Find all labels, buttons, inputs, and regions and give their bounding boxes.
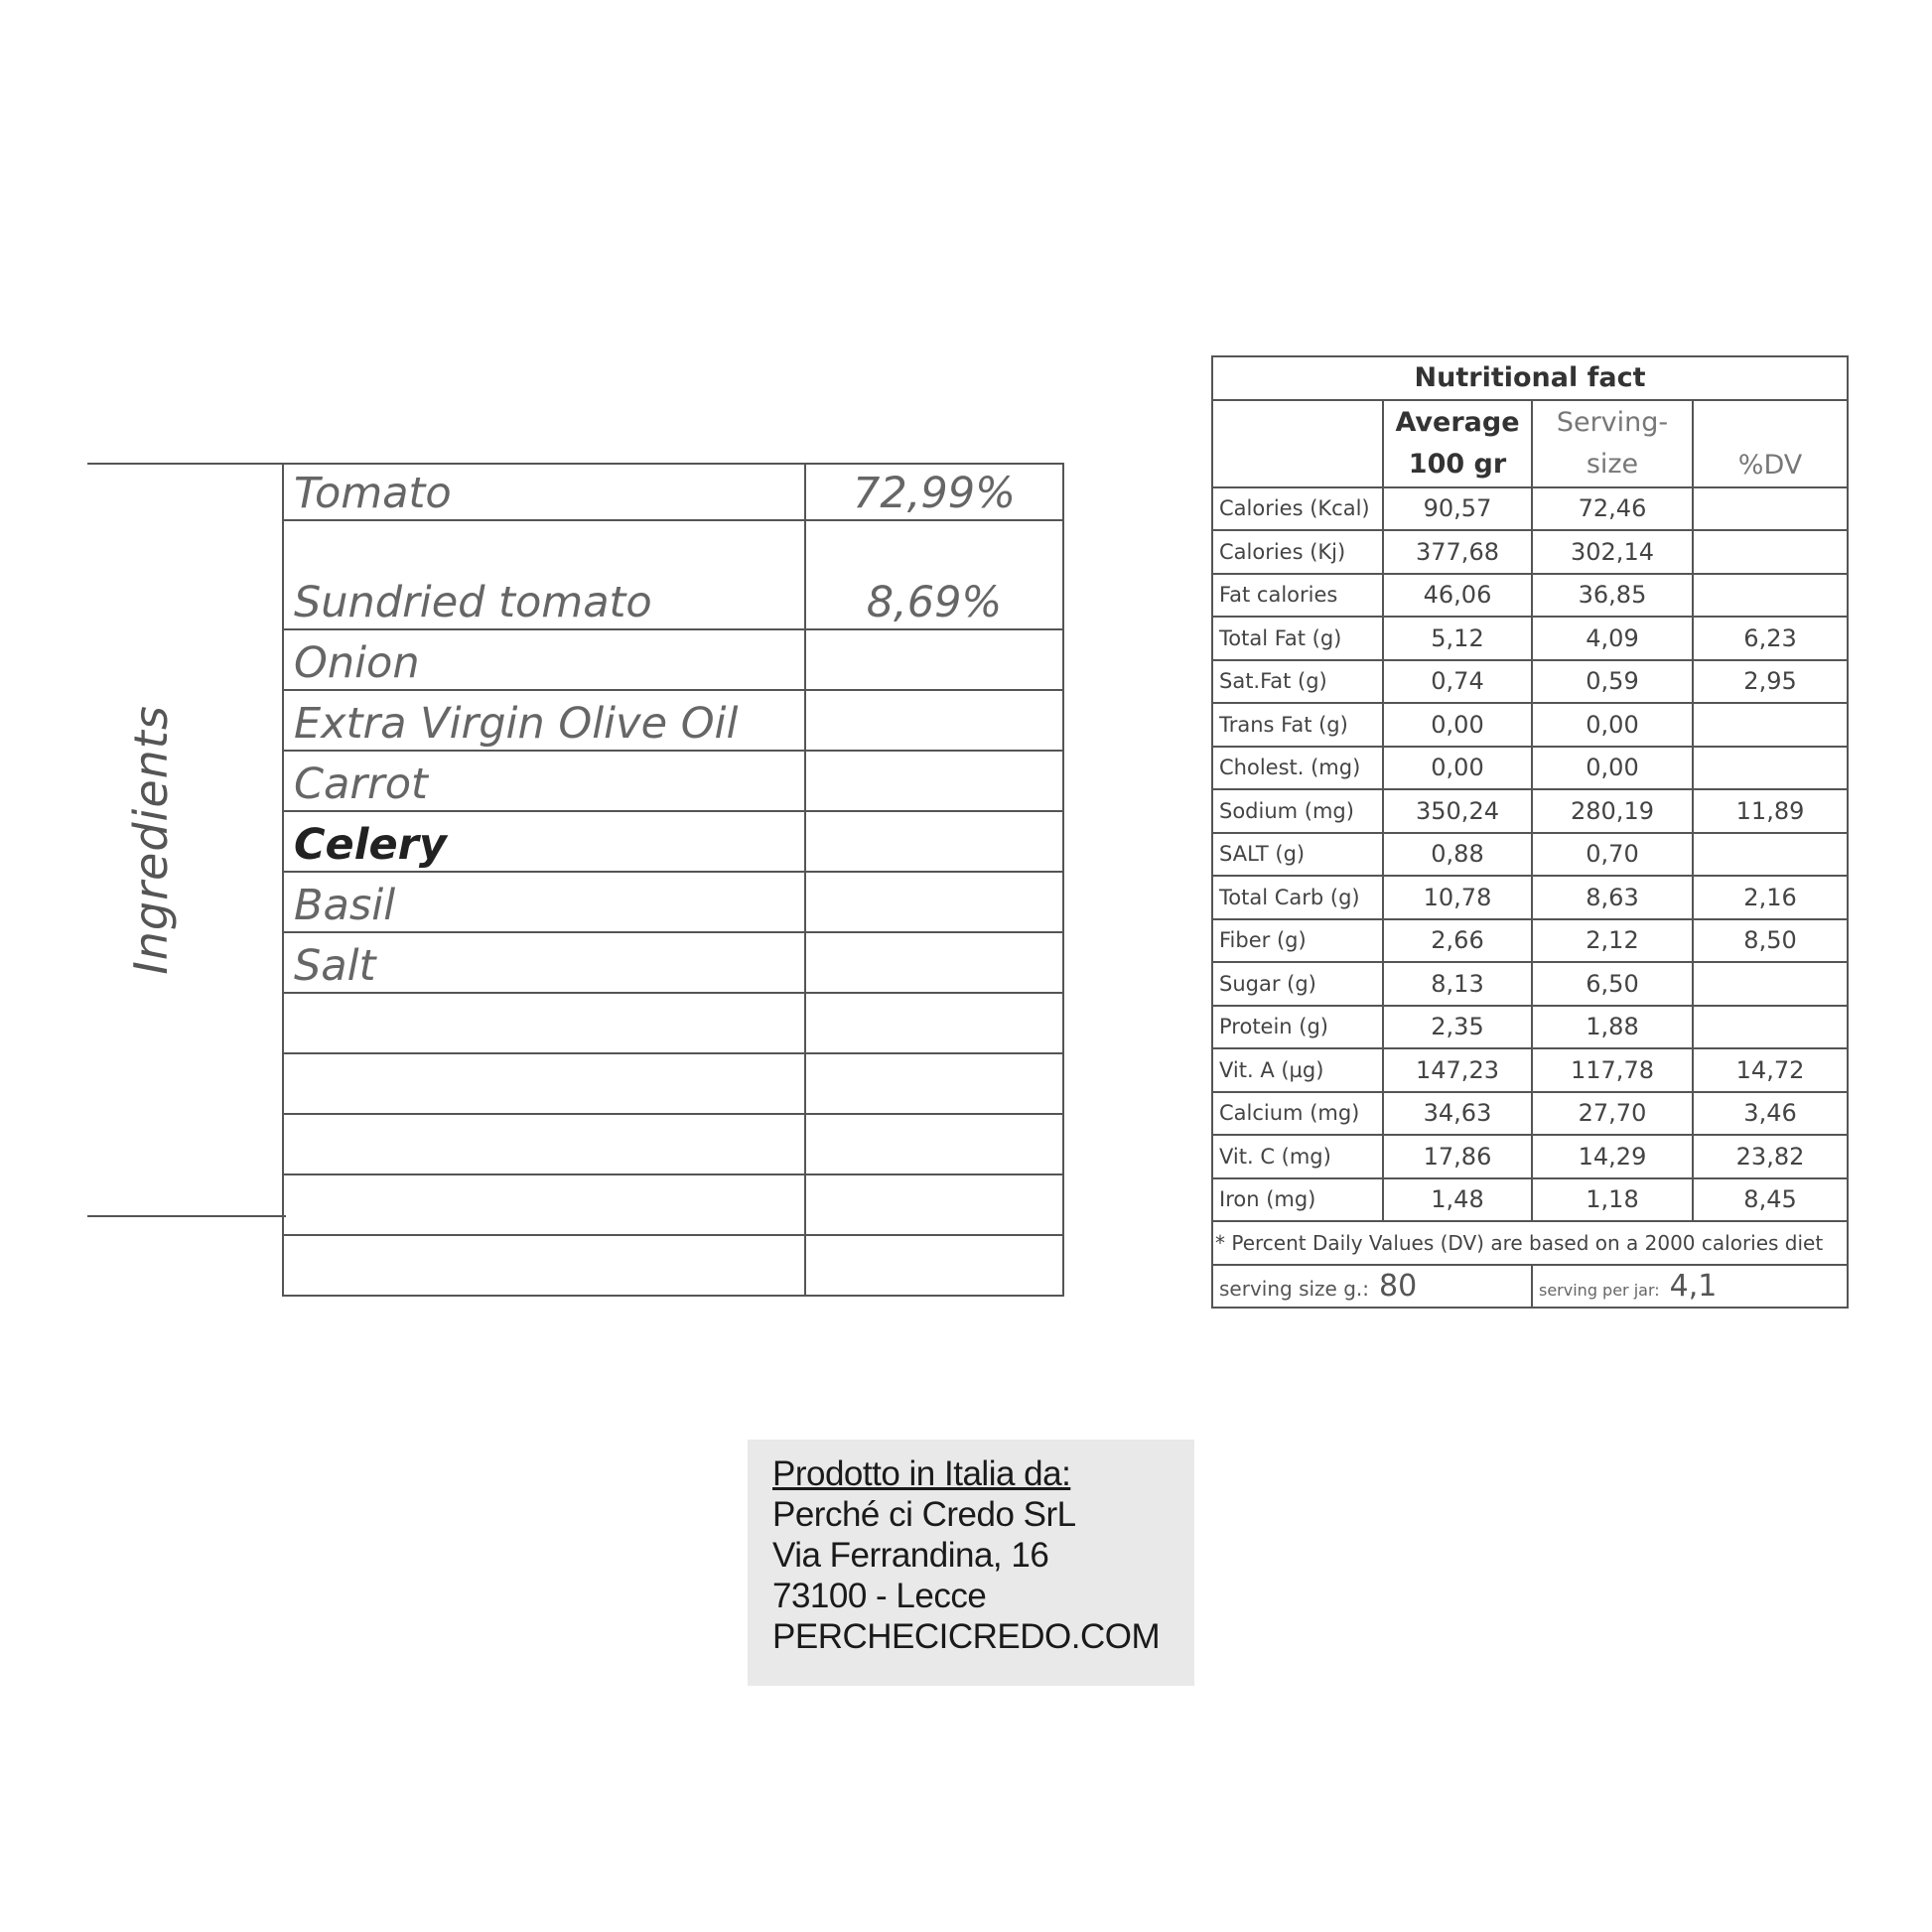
- value-per-serving: 4,09: [1532, 617, 1693, 660]
- ingredient-name: [283, 1174, 805, 1235]
- nutrient-name: Total Carb (g): [1212, 876, 1383, 919]
- daily-value-percent: [1693, 487, 1848, 531]
- nutrition-row: [1212, 530, 1848, 574]
- serving-size-label: serving size g.:: [1219, 1276, 1369, 1301]
- header-serving-line2: size: [1586, 448, 1639, 480]
- value-per-serving: 0,00: [1532, 747, 1693, 790]
- nutrition-row: [1212, 1135, 1848, 1178]
- value-per-100g: 2,35: [1383, 1006, 1532, 1049]
- nutrient-name: Fiber (g): [1212, 919, 1383, 963]
- value-per-serving: 0,00: [1532, 703, 1693, 747]
- ingredient-percentage: [805, 1114, 1063, 1174]
- ingredient-name: Onion: [283, 629, 805, 690]
- ingredient-row: [283, 1114, 1063, 1174]
- value-per-serving: 8,63: [1532, 876, 1693, 919]
- nutrient-name: Calories (Kcal): [1212, 487, 1383, 531]
- ingredient-percentage: 8,69%: [805, 520, 1063, 629]
- ingredient-row: [283, 751, 1063, 811]
- nutrition-row: [1212, 962, 1848, 1006]
- nutrition-row: [1212, 617, 1848, 660]
- header-average-line1: Average: [1395, 406, 1520, 438]
- nutrition-header-empty: [1212, 400, 1383, 487]
- ingredients-label: Ingredients: [124, 705, 178, 975]
- ingredient-percentage: [805, 872, 1063, 932]
- serving-size-value: 80: [1379, 1268, 1418, 1304]
- ingredient-name: Celery: [283, 811, 805, 872]
- ingredients-table: [282, 463, 1064, 1297]
- nutrient-name: Iron (mg): [1212, 1178, 1383, 1222]
- ingredient-percentage: [805, 811, 1063, 872]
- daily-value-percent: 6,23: [1693, 617, 1848, 660]
- ingredient-row: [283, 1053, 1063, 1114]
- nutrient-name: Vit. C (mg): [1212, 1135, 1383, 1178]
- producer-line-5: PERCHECICREDO.COM: [772, 1617, 1161, 1656]
- ingredient-name: Carrot: [283, 751, 805, 811]
- value-per-serving: 36,85: [1532, 574, 1693, 618]
- value-per-100g: 0,74: [1383, 660, 1532, 704]
- daily-value-percent: 2,16: [1693, 876, 1848, 919]
- ingredients-bottom-rule: [87, 1215, 286, 1217]
- ingredient-percentage: [805, 993, 1063, 1053]
- nutrition-title-row: [1212, 356, 1848, 400]
- producer-line-3: Via Ferrandina, 16: [772, 1536, 1049, 1575]
- header-serving-line1: Serving-: [1556, 406, 1669, 438]
- nutrition-row: [1212, 487, 1848, 531]
- ingredient-name: [283, 993, 805, 1053]
- value-per-serving: 27,70: [1532, 1092, 1693, 1136]
- ingredient-name: [283, 1114, 805, 1174]
- ingredient-percentage: [805, 1053, 1063, 1114]
- ingredient-name: [283, 1053, 805, 1114]
- value-per-serving: 1,88: [1532, 1006, 1693, 1049]
- value-per-serving: 2,12: [1532, 919, 1693, 963]
- nutrient-name: Calcium (mg): [1212, 1092, 1383, 1136]
- nutrition-table: [1211, 355, 1849, 1309]
- daily-value-percent: 23,82: [1693, 1135, 1848, 1178]
- value-per-100g: 8,13: [1383, 962, 1532, 1006]
- ingredient-name: Extra Virgin Olive Oil: [283, 690, 805, 751]
- nutrition-row: [1212, 876, 1848, 919]
- value-per-100g: 2,66: [1383, 919, 1532, 963]
- ingredient-row: [283, 872, 1063, 932]
- daily-value-percent: [1693, 833, 1848, 877]
- nutrient-name: Vit. A (µg): [1212, 1048, 1383, 1092]
- value-per-100g: 0,00: [1383, 703, 1532, 747]
- daily-value-percent: 14,72: [1693, 1048, 1848, 1092]
- daily-value-percent: 8,50: [1693, 919, 1848, 963]
- header-dv: [1693, 400, 1848, 487]
- value-per-100g: 17,86: [1383, 1135, 1532, 1178]
- value-per-100g: 1,48: [1383, 1178, 1532, 1222]
- ingredient-name: [283, 1235, 805, 1296]
- header-average-line2: 100 gr: [1408, 448, 1507, 480]
- ingredients-panel: [87, 463, 1060, 1217]
- nutrient-name: Calories (Kj): [1212, 530, 1383, 574]
- ingredient-name: Sundried tomato: [283, 520, 805, 629]
- nutrition-row: [1212, 919, 1848, 963]
- ingredient-row: [283, 993, 1063, 1053]
- daily-value-percent: 2,95: [1693, 660, 1848, 704]
- value-per-serving: 72,46: [1532, 487, 1693, 531]
- nutrition-row: [1212, 703, 1848, 747]
- nutrition-row: [1212, 747, 1848, 790]
- nutrient-name: Fat calories: [1212, 574, 1383, 618]
- nutrition-row: [1212, 1178, 1848, 1222]
- value-per-100g: 0,00: [1383, 747, 1532, 790]
- serving-per-jar-cell: [1532, 1265, 1848, 1309]
- value-per-100g: 90,57: [1383, 487, 1532, 531]
- ingredient-name: Tomato: [283, 464, 805, 520]
- daily-value-percent: 8,45: [1693, 1178, 1848, 1222]
- nutrition-row: [1212, 833, 1848, 877]
- daily-value-percent: [1693, 530, 1848, 574]
- ingredient-percentage: [805, 932, 1063, 993]
- nutrition-header-row: [1212, 400, 1848, 487]
- value-per-100g: 10,78: [1383, 876, 1532, 919]
- value-per-100g: 34,63: [1383, 1092, 1532, 1136]
- header-average: [1383, 400, 1532, 487]
- value-per-100g: 46,06: [1383, 574, 1532, 618]
- value-per-100g: 5,12: [1383, 617, 1532, 660]
- ingredient-row: [283, 629, 1063, 690]
- nutrient-name: Total Fat (g): [1212, 617, 1383, 660]
- ingredient-name: Salt: [283, 932, 805, 993]
- value-per-serving: 14,29: [1532, 1135, 1693, 1178]
- nutrient-name: Cholest. (mg): [1212, 747, 1383, 790]
- daily-value-percent: [1693, 1006, 1848, 1049]
- nutrient-name: Sodium (mg): [1212, 789, 1383, 833]
- value-per-100g: 350,24: [1383, 789, 1532, 833]
- daily-value-percent: [1693, 747, 1848, 790]
- ingredients-top-rule: [87, 463, 286, 465]
- nutrition-title: Nutritional fact: [1212, 356, 1848, 400]
- daily-value-percent: [1693, 962, 1848, 1006]
- ingredient-percentage: 72,99%: [805, 464, 1063, 520]
- nutrition-row: [1212, 660, 1848, 704]
- header-dv-text: %DV: [1737, 449, 1803, 481]
- nutrition-row: [1212, 1048, 1848, 1092]
- daily-value-percent: 3,46: [1693, 1092, 1848, 1136]
- serving-size-cell: [1212, 1265, 1532, 1309]
- ingredient-percentage: [805, 1174, 1063, 1235]
- producer-line-1: Prodotto in Italia da:: [772, 1454, 1071, 1493]
- serving-row: [1212, 1265, 1848, 1309]
- ingredient-percentage: [805, 690, 1063, 751]
- nutrient-name: Protein (g): [1212, 1006, 1383, 1049]
- nutrition-row: [1212, 1092, 1848, 1136]
- ingredient-name: Basil: [283, 872, 805, 932]
- nutrient-name: SALT (g): [1212, 833, 1383, 877]
- ingredient-row: [283, 690, 1063, 751]
- ingredient-row: [283, 932, 1063, 993]
- value-per-100g: 147,23: [1383, 1048, 1532, 1092]
- producer-line-4: 73100 - Lecce: [772, 1577, 987, 1615]
- value-per-serving: 1,18: [1532, 1178, 1693, 1222]
- ingredient-row: [283, 464, 1063, 520]
- value-per-serving: 0,70: [1532, 833, 1693, 877]
- value-per-100g: 0,88: [1383, 833, 1532, 877]
- value-per-100g: 377,68: [1383, 530, 1532, 574]
- nutrition-row: [1212, 1006, 1848, 1049]
- nutrition-row: [1212, 789, 1848, 833]
- producer-label: [748, 1440, 1194, 1686]
- value-per-serving: 117,78: [1532, 1048, 1693, 1092]
- nutrient-name: Sat.Fat (g): [1212, 660, 1383, 704]
- ingredient-percentage: [805, 629, 1063, 690]
- serving-per-jar-label: serving per jar:: [1539, 1280, 1660, 1300]
- value-per-serving: 0,59: [1532, 660, 1693, 704]
- value-per-serving: 302,14: [1532, 530, 1693, 574]
- header-serving: [1532, 400, 1693, 487]
- dv-footnote: * Percent Daily Values (DV) are based on a 2000 calories diet: [1212, 1221, 1848, 1265]
- ingredient-percentage: [805, 751, 1063, 811]
- nutrition-row: [1212, 574, 1848, 618]
- value-per-serving: 6,50: [1532, 962, 1693, 1006]
- serving-per-jar-value: 4,1: [1669, 1268, 1718, 1304]
- ingredient-row: [283, 1174, 1063, 1235]
- ingredient-row: [283, 811, 1063, 872]
- nutrient-name: Sugar (g): [1212, 962, 1383, 1006]
- ingredient-percentage: [805, 1235, 1063, 1296]
- nutrient-name: Trans Fat (g): [1212, 703, 1383, 747]
- daily-value-percent: [1693, 574, 1848, 618]
- daily-value-percent: [1693, 703, 1848, 747]
- producer-line-2: Perché ci Credo SrL: [772, 1495, 1076, 1534]
- ingredient-row: [283, 1235, 1063, 1296]
- daily-value-percent: 11,89: [1693, 789, 1848, 833]
- value-per-serving: 280,19: [1532, 789, 1693, 833]
- footnote-row: [1212, 1221, 1848, 1265]
- ingredient-row: [283, 520, 1063, 629]
